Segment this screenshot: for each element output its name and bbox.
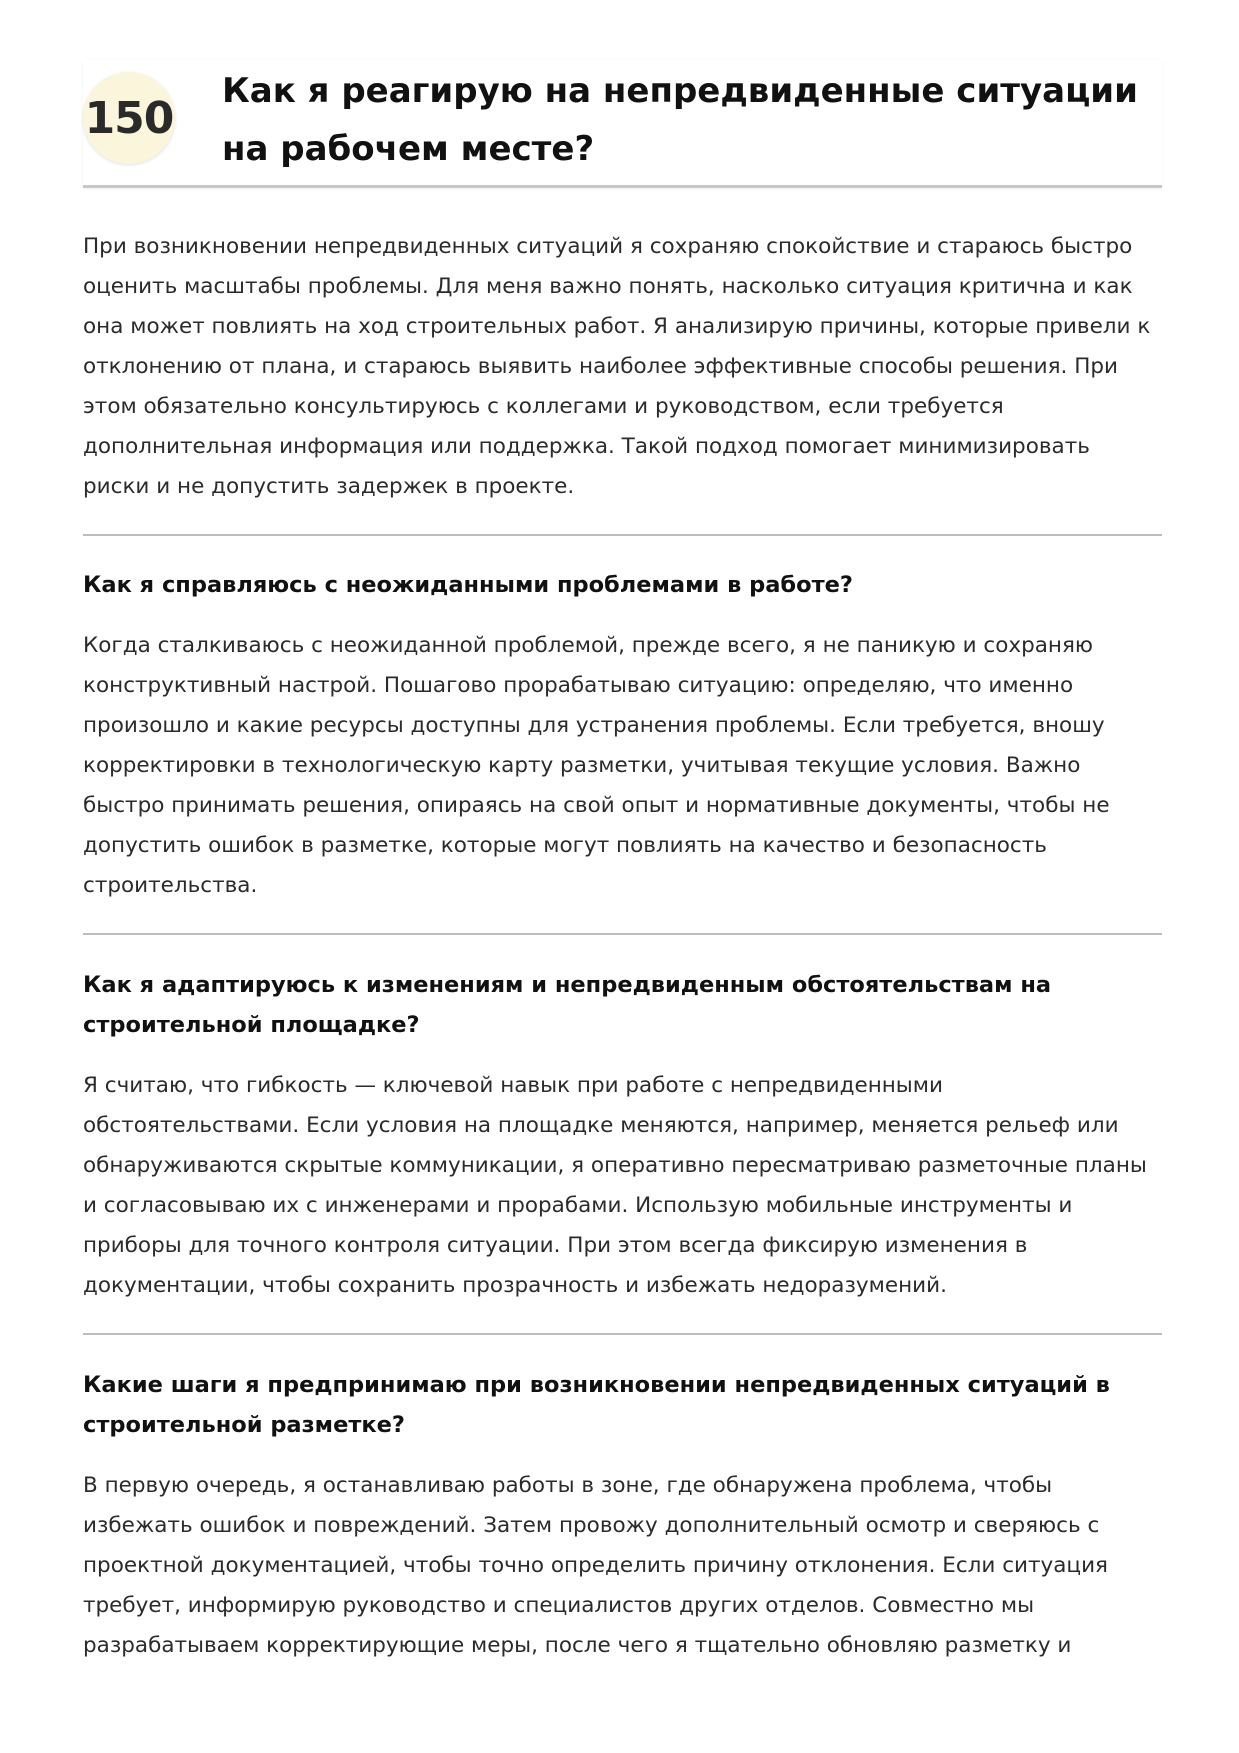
page-header — [83, 60, 1162, 188]
answer-paragraph: В первую очередь, я останавливаю работы в зоне, где обнаружена проблема, чтобы избежать ошибок и повреждений. Затем провожу дополнительный осмотр и сверяюсь с проектной документацией, чтобы точно определить причину отклонения. Если ситуация требует, информирую руководство и специалистов других отделов. Совместно мы разрабатываем корректирующие меры, после чего я тщательно обновляю разметку и — [83, 1473, 1108, 1658]
document-page — [83, 60, 1162, 1658]
answer-paragraph: Когда сталкиваюсь с неожиданной проблемой, прежде всего, я не паникую и сохраняю конструктивный настрой. Пошагово прорабатываю ситуацию: определяю, что именно произошло и какие ресурсы доступны для устранения проблемы. Если требуется, вношу корректировки в технологическую карту разметки, учитывая текущие условия. Важно быстро принимать решения, опираясь на свой опыт и нормативные документы, чтобы не допустить ошибок в разметке, которые могут повлиять на качество и безопасность строительства. — [83, 633, 1110, 898]
answer-paragraph: При возникновении непредвиденных ситуаций я сохраняю спокойствие и стараюсь быстро оценить масштабы проблемы. Для меня важно понять, насколько ситуация критична и как она может повлиять на ход строительных работ. Я анализирую причины, которые привели к отклонению от плана, и стараюсь выявить наиболее эффективные способы решения. При этом обязательно консультируюсь с коллегами и руководством, если требуется дополнительная информация или поддержка. Такой подход помогает минимизировать риски и не допустить задержек в проекте. — [83, 234, 1151, 499]
section-divider — [83, 534, 1162, 536]
question-heading: Как я справляюсь с неожиданными проблемами в работе? — [83, 572, 853, 598]
question-heading: Как я адаптируюсь к изменениям и непредвиденным обстоятельствам на строительной площадке? — [83, 972, 1052, 1038]
section-divider — [83, 1333, 1162, 1335]
question-number-badge: 150 — [83, 72, 175, 164]
answer-paragraph: Я считаю, что гибкость — ключевой навык при работе с непредвиденными обстоятельствами. Если условия на площадке меняются, например, меняется рельеф или обнаруживаются скрытые коммуникации, я оперативно пересматриваю разметочные планы и согласовываю их с инженерами и прорабами. Использую мобильные инструменты и приборы для точного контроля ситуации. При этом всегда фиксирую изменения в документации, чтобы сохранить прозрачность и избежать недоразумений. — [83, 1073, 1147, 1298]
question-heading: Какие шаги я предпринимаю при возникновении непредвиденных ситуаций в строительной разметке? — [83, 1372, 1110, 1438]
section-divider — [83, 933, 1162, 935]
page-title: Как я реагирую на непредвиденные ситуации на рабочем месте? — [222, 71, 1138, 169]
